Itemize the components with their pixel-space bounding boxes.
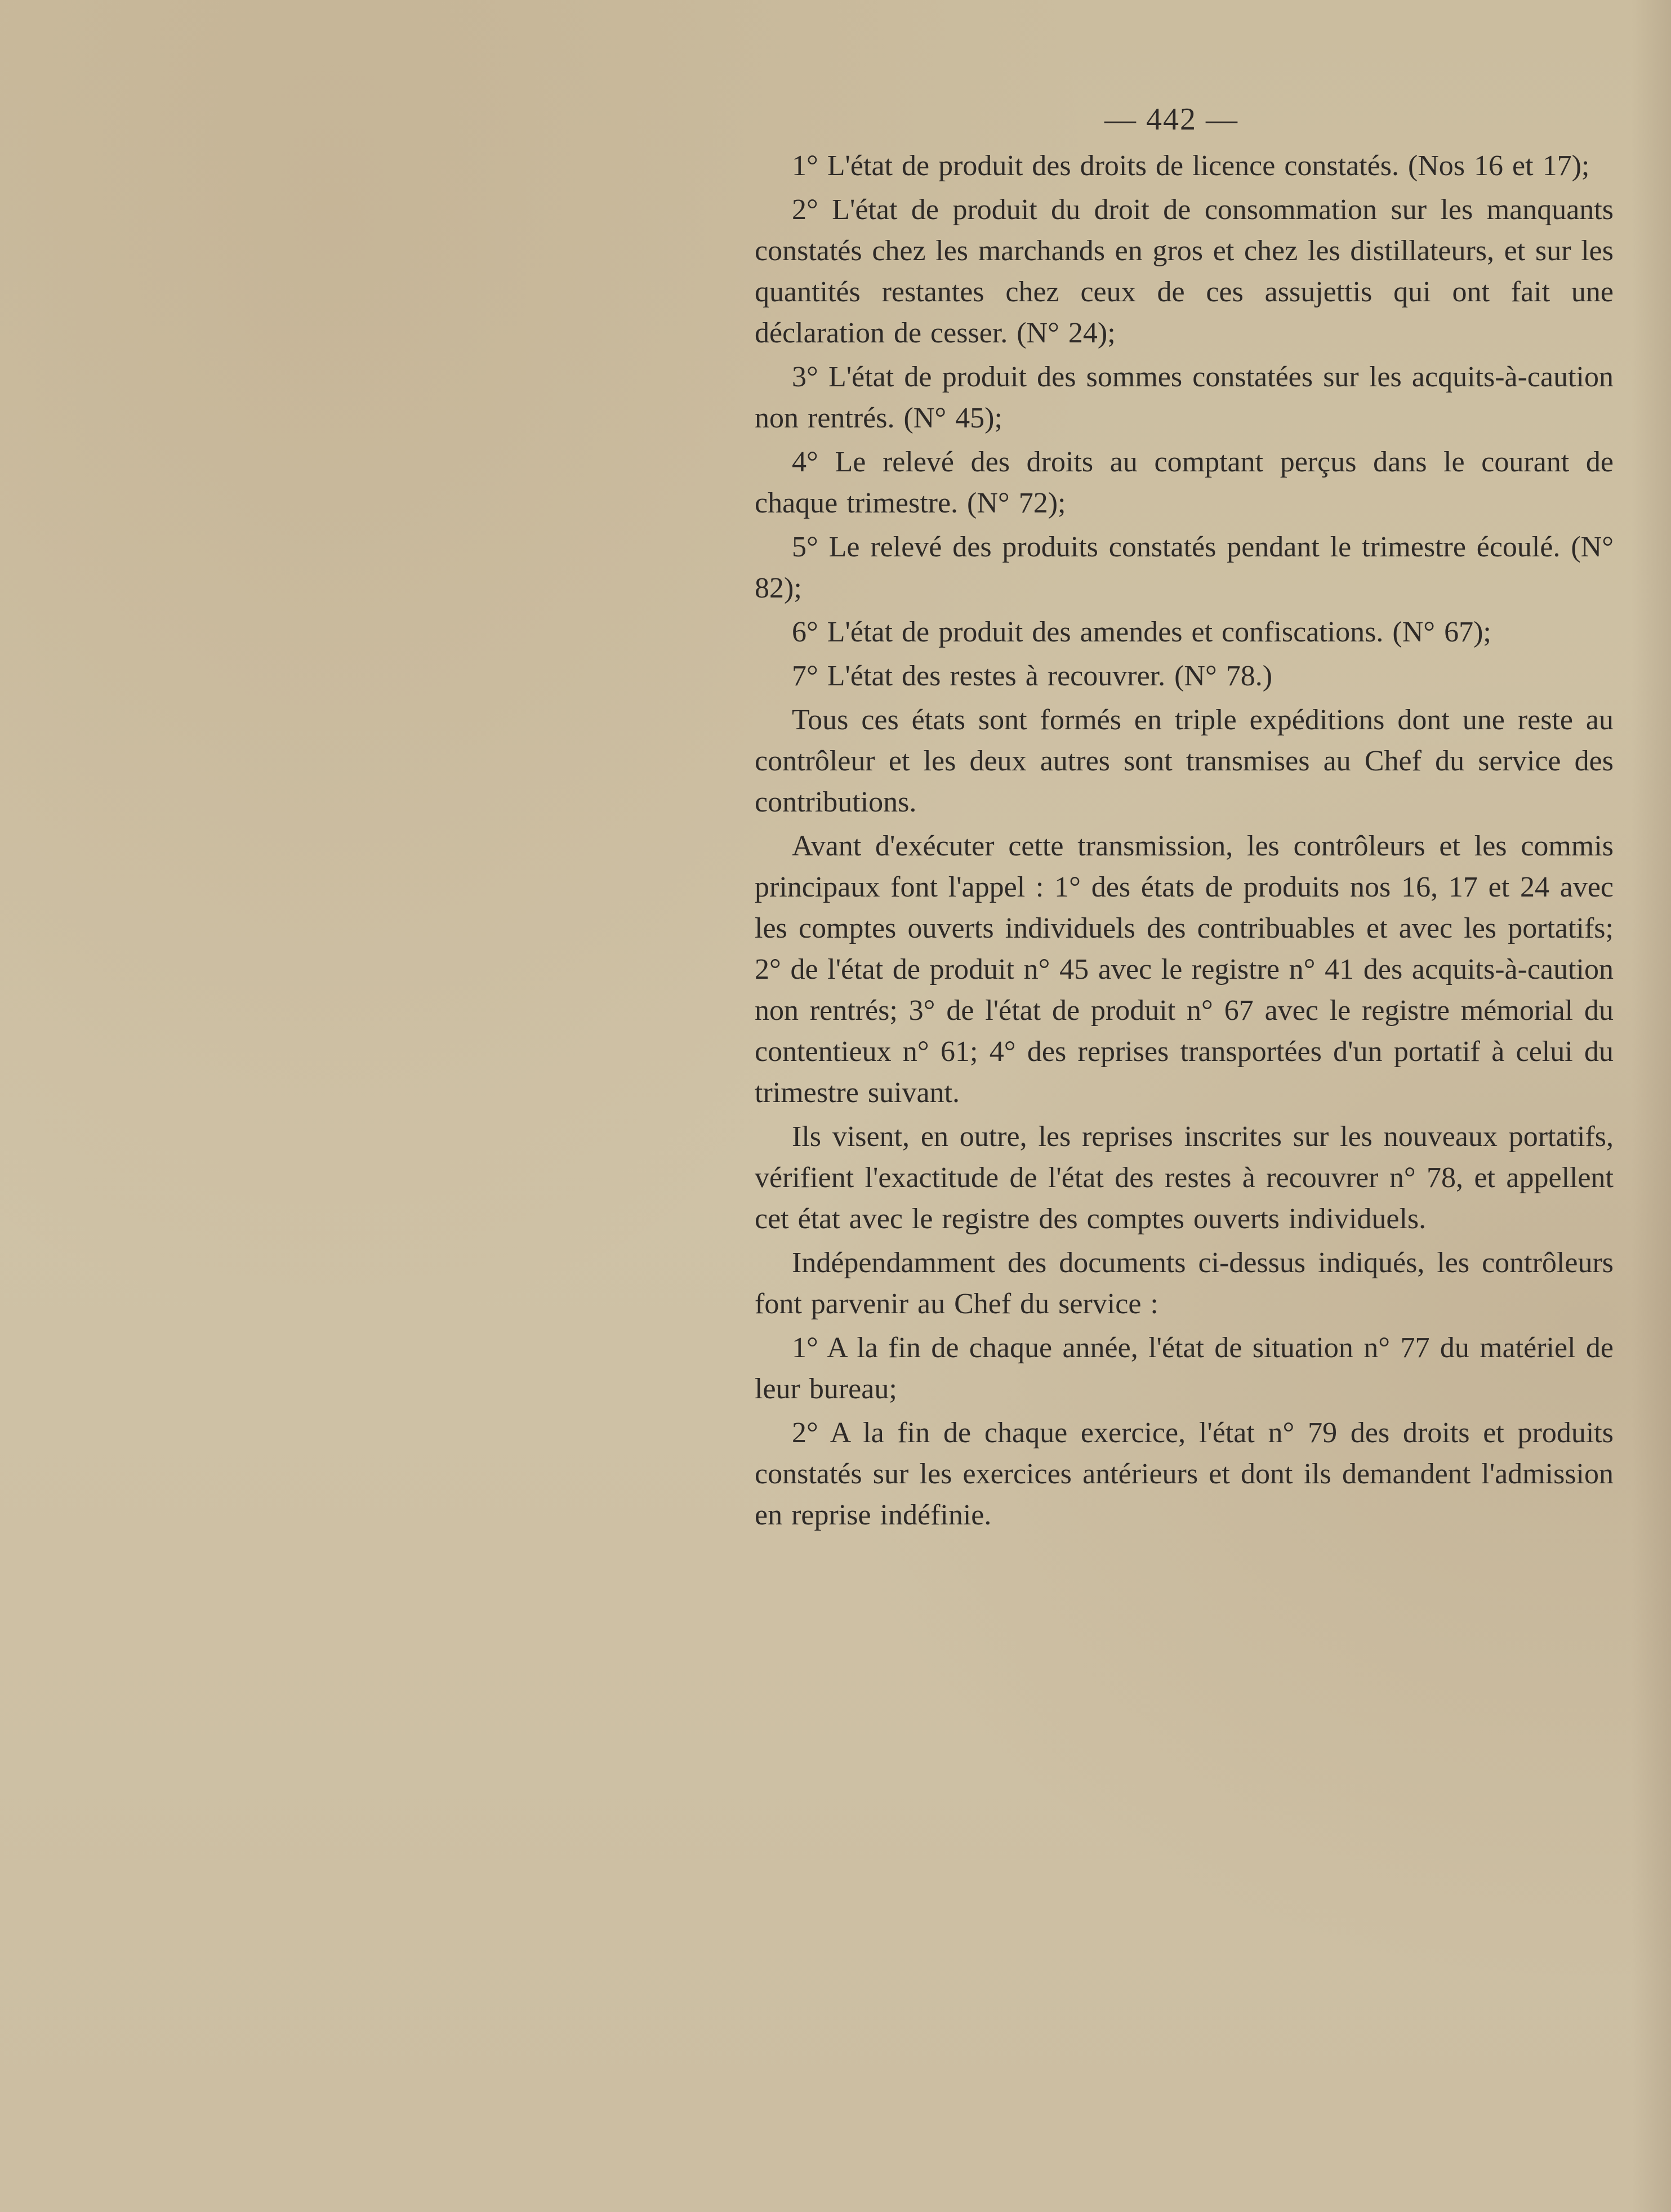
paragraph-item-1: 1° L'état de produit des droits de licence constatés. (Nos 16 et 17); [792, 150, 1590, 182]
paragraph-appel: Avant d'exécuter cette transmission, les contrôleurs et les commis principaux font l'appel : 1° des états de produits nos 16, 17 et 24 avec les comptes ouverts individuels des contribuables et avec les portatifs; 2° de l'état de produit n° 45 avec le registre n° 41 des acquits-à-caution non rentrés; 3° de l'état de produit n° 67 avec le registre mémorial du contentieux n° 61; 4° des reprises transportées d'un portatif à celui du trimestre suivant. [755, 830, 1614, 1109]
paragraph-item-3: 3° L'état de produit des sommes constatées sur les acquits-à-caution non rentrés. (N° 45); [755, 361, 1614, 434]
paragraph-item-4: 4° Le relevé des droits au comptant perçus dans le courant de chaque trimestre. (N° 72); [755, 446, 1614, 519]
paragraph-item-5: 5° Le relevé des produits constatés pendant le trimestre écoulé. (N° 82); [755, 531, 1614, 604]
paragraph-annee: 1° A la fin de chaque année, l'état de situation n° 77 du matériel de leur bureau; [755, 1332, 1614, 1405]
paragraph-documents: Indépendamment des documents ci-dessus indiqués, les contrôleurs font parvenir au Chef du service : [755, 1247, 1614, 1320]
paragraph-item-2: 2° L'état de produit du droit de consommation sur les manquants constatés chez les marchands en gros et chez les distillateurs, et sur les quantités restantes chez ceux de ces assujettis qui ont fait une déclaration de cesser. (N° 24); [755, 194, 1614, 349]
page-number: — 442 — [1104, 102, 1238, 137]
page-edge-shadow [1632, 0, 1671, 2212]
body-text [755, 145, 1614, 1538]
paragraph-visent: Ils visent, en outre, les reprises inscrites sur les nouveaux portatifs, vérifient l'exactitude de l'état des restes à recouvrer n° 78, et appellent cet état avec le registre des comptes ouverts individuels. [755, 1121, 1614, 1235]
paragraph-transmission: Tous ces états sont formés en triple expéditions dont une reste au contrôleur et les deux autres sont transmises au Chef du service des contributions. [755, 704, 1614, 818]
paragraph-exercice: 2° A la fin de chaque exercice, l'état n° 79 des droits et produits constatés sur les exercices antérieurs et dont ils demandent l'admission en reprise indéfinie. [755, 1417, 1614, 1531]
paragraph-item-6: 6° L'état de produit des amendes et confiscations. (N° 67); [792, 616, 1491, 648]
paragraph-item-7: 7° L'état des restes à recouvrer. (N° 78.) [792, 660, 1273, 692]
